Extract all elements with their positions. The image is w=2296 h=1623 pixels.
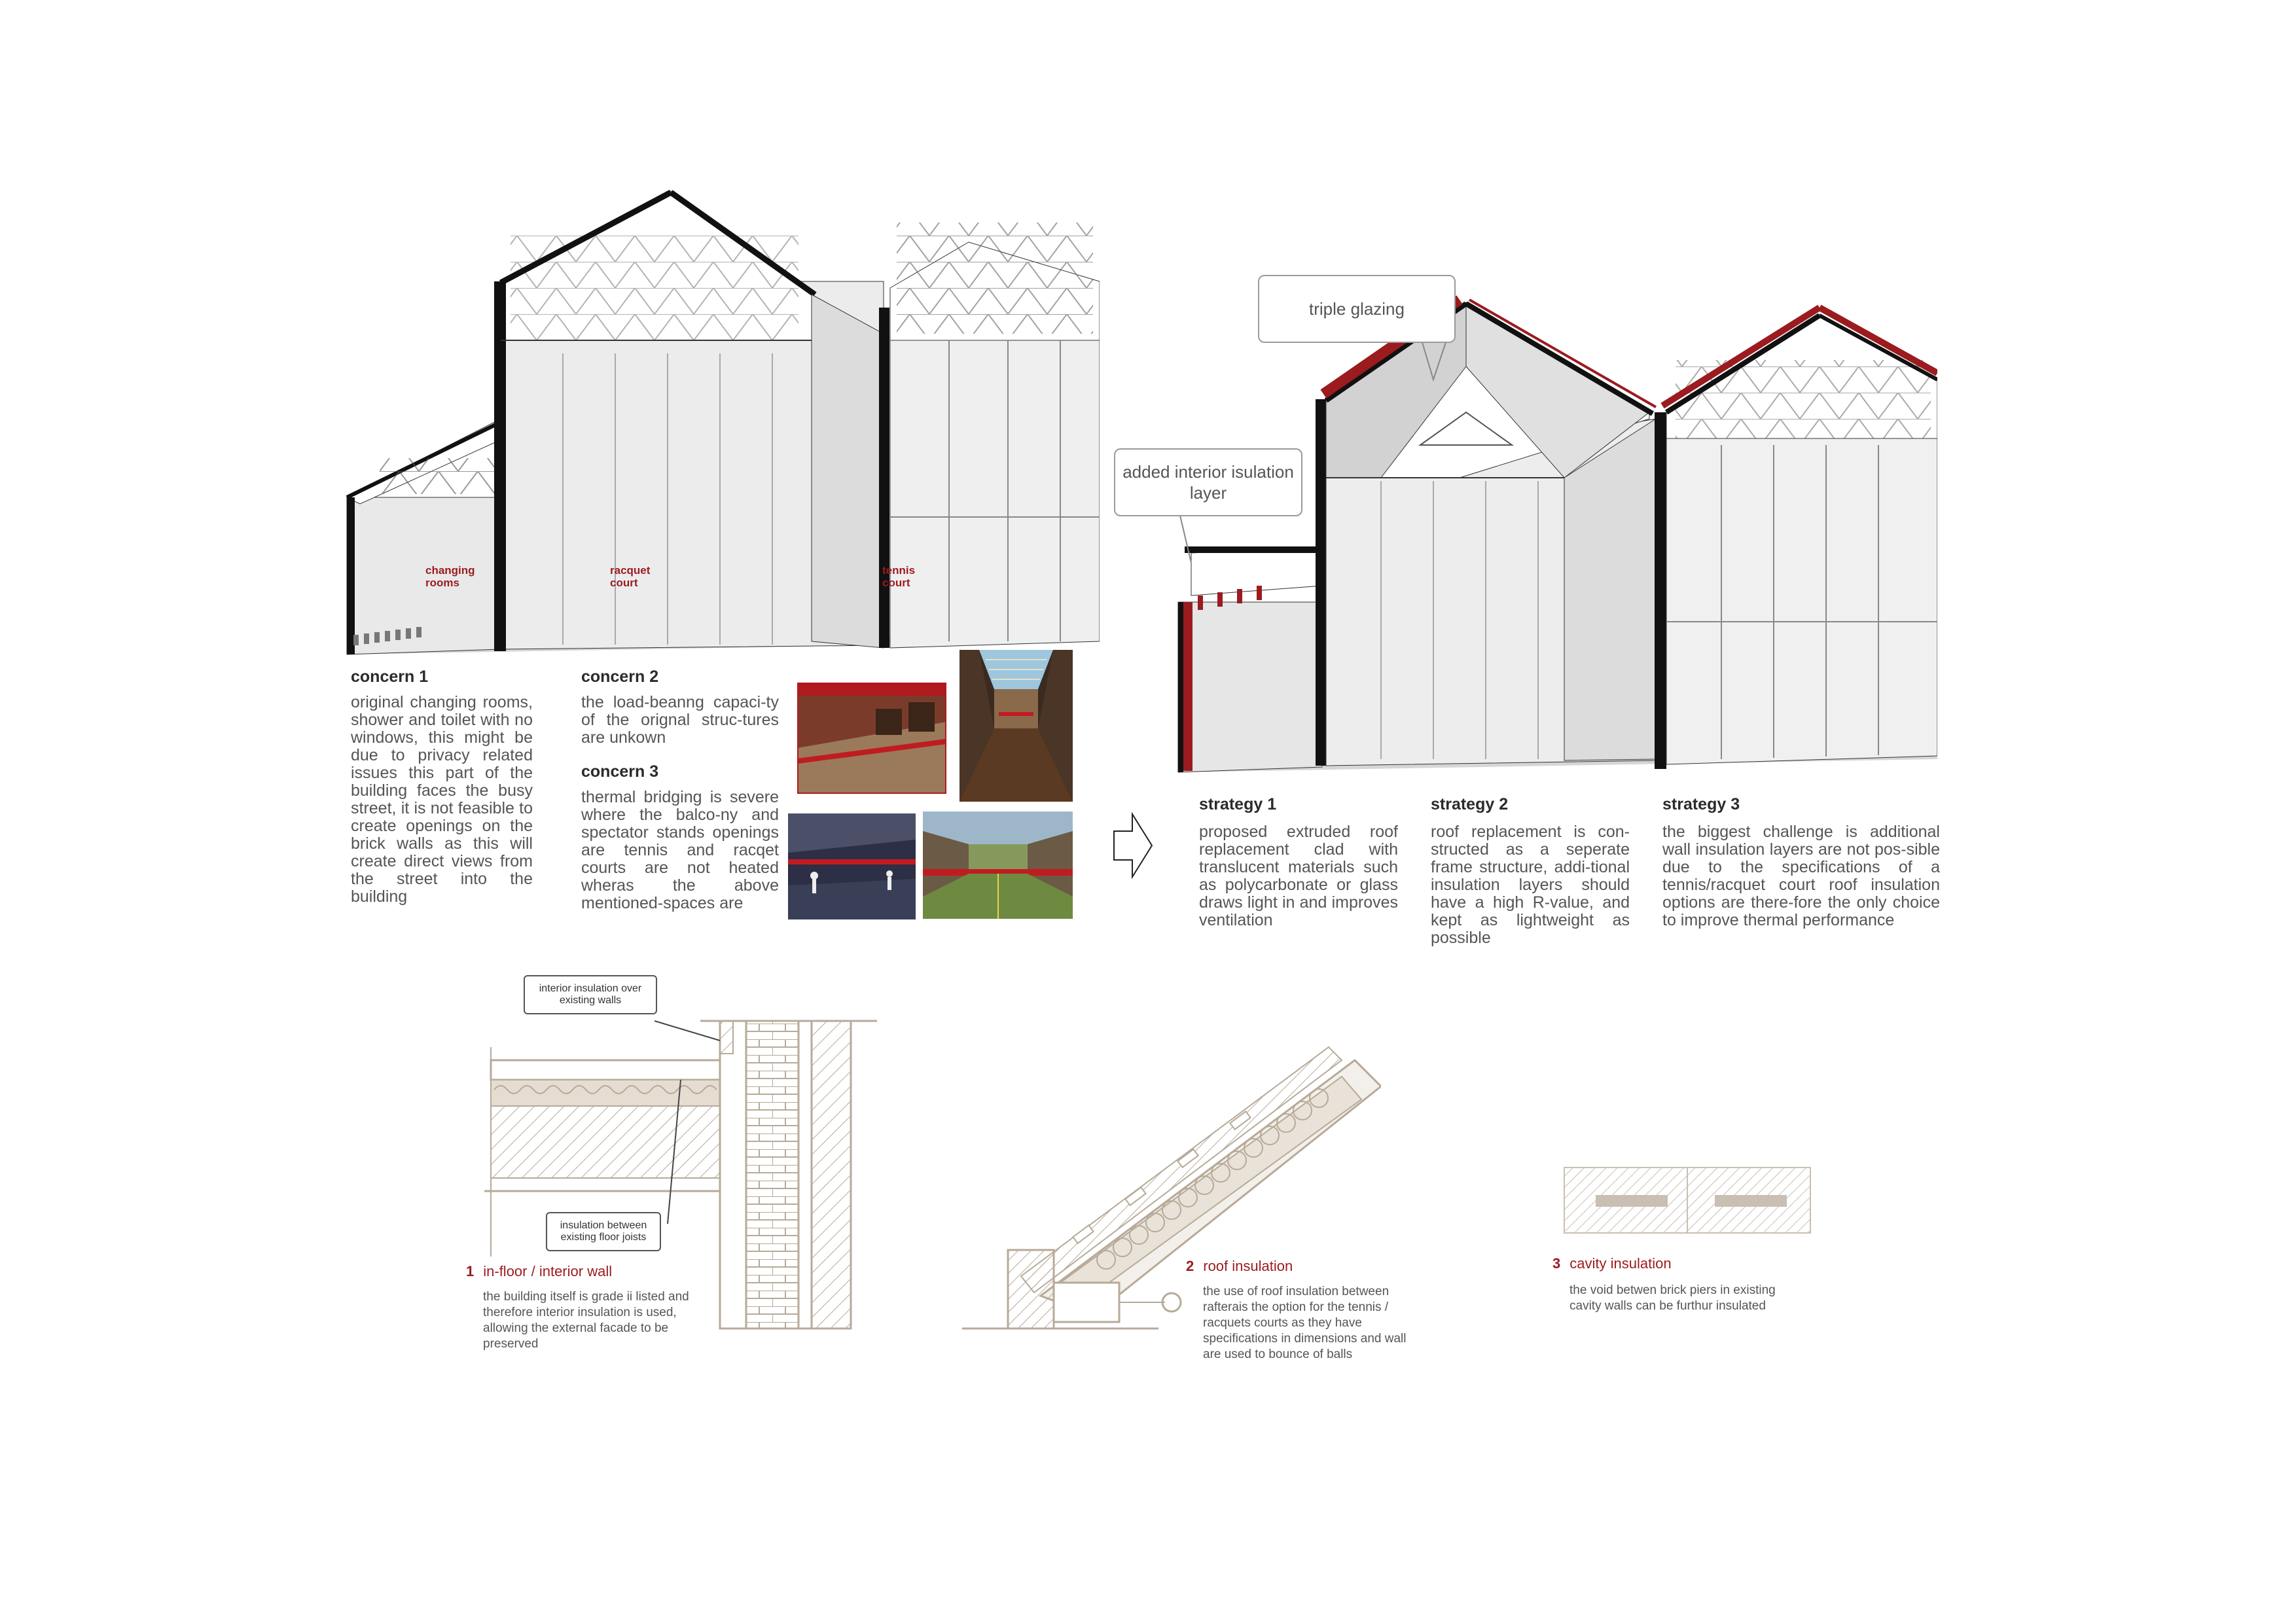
detail-3-title: [1552, 1255, 1672, 1272]
detail-1-number: 1: [466, 1263, 475, 1279]
detail-1-text: the building itself is grade ii listed and therefore interior insulation is used, allowing the external facade to be preserved: [483, 1290, 689, 1351]
strategy-3-text: the biggest challenge is additional wall insulation layers are not pos-sible due to the specifications of a tennis/racquet court roof insulation options are there-fore the only choice to improve thermal performance: [1662, 823, 1940, 929]
detail-2-title-text: roof insulation: [1203, 1258, 1293, 1274]
detail-3-text: the void betwen brick piers in existing cavity walls can be furthur insulated: [1570, 1283, 1776, 1313]
strategy-1-title: strategy 1: [1199, 795, 1277, 813]
photo-racquet-court-skylight: [960, 650, 1073, 802]
label-tennis-court: tennis court: [882, 564, 916, 589]
strategy-2-text: roof replacement is con-structed as a seperate frame structure, addi-tional insulation layers should have a high R-value, and kept as lightweight as possible: [1431, 823, 1630, 947]
detail-2-title: [1186, 1258, 1293, 1275]
photo-tennis-court-interior: [923, 812, 1073, 919]
concern-1-title: concern 1: [351, 668, 429, 686]
concern-3-text: thermal bridging is severe where the balco-ny and spectator stands openings are tennis and racqet courts are not heated wheras the above mentioned-spaces are: [581, 788, 779, 912]
strategy-3-title: strategy 3: [1662, 795, 1740, 813]
concern-2-title: concern 2: [581, 668, 659, 686]
label-racquet-court: racquet court: [610, 564, 651, 589]
detail-2-number: 2: [1186, 1258, 1194, 1274]
arrow-right-icon: [1113, 812, 1153, 880]
callout-interior-insulation: added interior isulation layer: [1114, 448, 1302, 516]
callout-interior-insulation-walls: interior insulation over existing walls: [524, 975, 657, 1014]
existing-building-section: [340, 183, 1100, 661]
photo-spectator-gallery: [797, 683, 946, 794]
detail-1-title: [466, 1263, 612, 1280]
callout-triple-glazing: triple glazing: [1258, 275, 1456, 343]
callout-insulation-floor-joists: insulation between existing floor joists: [546, 1212, 661, 1251]
concern-1-text: original changing rooms, shower and toilet with no windows, this might be due to privacy related issues this part of the building faces the busy street, it is not feasible to create openings on the brick walls as this will create direct views from the street into the building: [351, 693, 533, 906]
strategy-2-title: strategy 2: [1431, 795, 1509, 813]
detail-cavity-insulation-plan: [1563, 1166, 1812, 1238]
strategy-1-text: proposed extruded roof replacement clad with translucent materials such as polycarbonate or glass draws light in and improves ventilation: [1199, 823, 1398, 929]
detail-1-title-text: in-floor / interior wall: [483, 1263, 613, 1279]
photo-tennis-court-players: [788, 813, 916, 919]
detail-3-title-text: cavity insulation: [1570, 1255, 1672, 1272]
detail-2-text: the use of roof insulation between rafterais the option for the tennis / racquets courts as they have specifications in dimensions and wall are used to bounce of balls: [1203, 1285, 1407, 1361]
label-changing-rooms: changing rooms: [425, 564, 475, 589]
concern-2-text: the load-beanng capaci-ty of the orignal struc-tures are unkown: [581, 693, 779, 747]
concern-3-title: concern 3: [581, 762, 659, 781]
detail-3-number: 3: [1552, 1255, 1561, 1272]
proposed-building-section: [1172, 288, 1937, 785]
